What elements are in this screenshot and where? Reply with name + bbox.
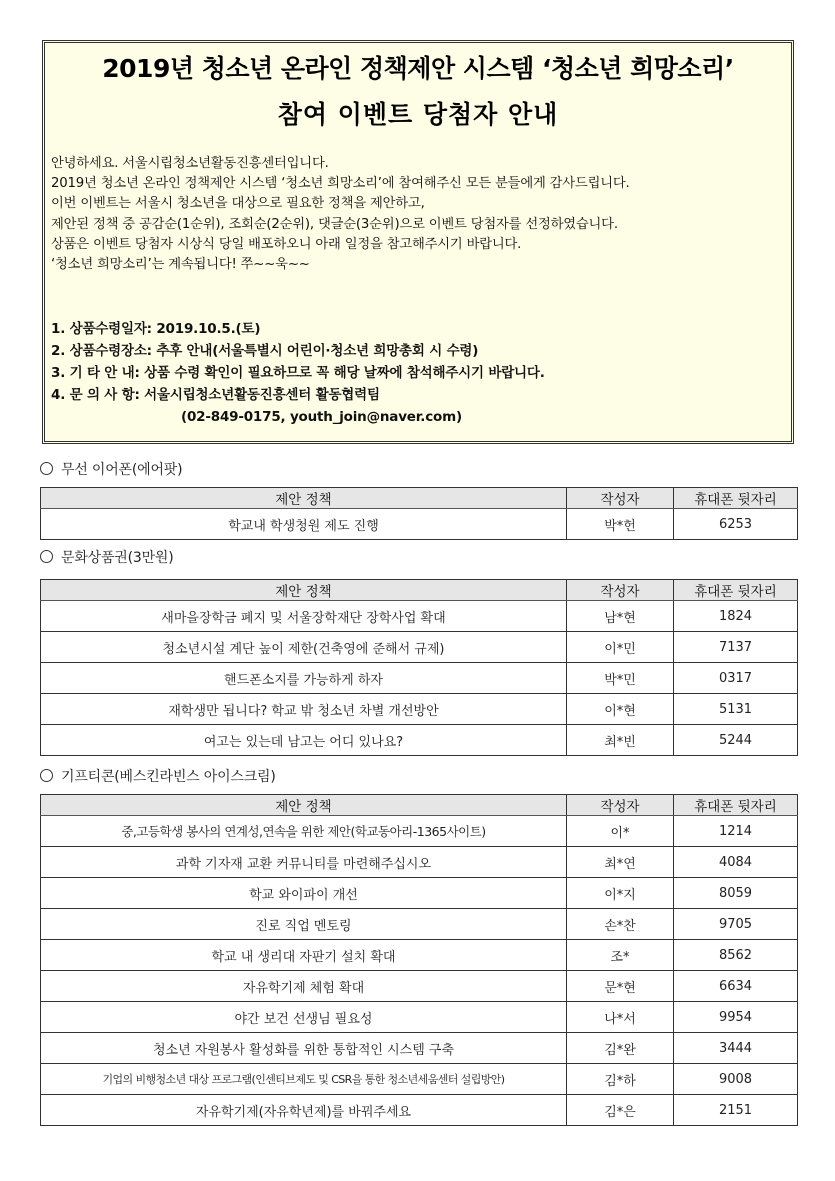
- cell-phone: 2151: [674, 1095, 798, 1126]
- cell-phone: 9954: [674, 1002, 798, 1033]
- section-title-earphones: [40, 459, 182, 479]
- table-row: [41, 601, 798, 632]
- section-title-text: 무선 이어폰(에어팟): [61, 462, 183, 478]
- info-pickup-date: 1. 상품수령일자: 2019.10.5.(토): [51, 321, 261, 337]
- info-contact-detail: (02-849-0175, youth_join@naver.com): [181, 409, 462, 425]
- cell-policy: 학교 내 생리대 자판기 설치 확대: [41, 940, 567, 971]
- cell-policy: 자유학기제(자유학년제)를 바꿔주세요: [41, 1095, 567, 1126]
- section-title-text: 문화상품권(3만원): [61, 550, 174, 566]
- cell-phone: 5131: [674, 694, 798, 725]
- cell-policy: 학교 와이파이 개선: [41, 878, 567, 909]
- table-row: [41, 816, 798, 847]
- intro-line: 2019년 청소년 온라인 정책제안 시스템 ‘청소년 희망소리’에 참여해주신 모든 분들에게 감사드립니다.: [51, 176, 630, 192]
- cell-phone: 8562: [674, 940, 798, 971]
- cell-author: 박*헌: [567, 509, 674, 540]
- table-gift-cards: [40, 579, 798, 756]
- cell-author: 박*민: [567, 663, 674, 694]
- header-author: 작성자: [567, 580, 674, 601]
- table-row: [41, 632, 798, 663]
- cell-policy: 새마을장학금 폐지 및 서울장학재단 장학사업 확대: [41, 601, 567, 632]
- cell-policy: 과학 기자재 교환 커뮤니티를 마련해주십시오: [41, 847, 567, 878]
- cell-policy: 청소년시설 계단 높이 제한(건축영에 준해서 규제): [41, 632, 567, 663]
- cell-phone: 7137: [674, 632, 798, 663]
- circle-bullet-icon: [40, 462, 53, 475]
- cell-policy: 기업의 비행청소년 대상 프로그램(인센티브제도 및 CSR을 통한 청소년세움센터 설립방안): [41, 1064, 567, 1095]
- table-row: [41, 1095, 798, 1126]
- cell-phone: 5244: [674, 725, 798, 756]
- cell-policy: 진로 직업 멘토링: [41, 909, 567, 940]
- circle-bullet-icon: [40, 769, 53, 782]
- table-header-row: [41, 488, 798, 509]
- info-other: 3. 기 타 안 내: 상품 수령 확인이 필요하므로 꼭 해당 날짜에 참석해주시기 바랍니다.: [51, 365, 545, 381]
- intro-line: 상품은 이벤트 당첨자 시상식 당일 배포하오니 아래 일정을 참고해주시기 바랍니다.: [51, 236, 522, 252]
- cell-policy: 야간 보건 선생님 필요성: [41, 1002, 567, 1033]
- table-row: [41, 509, 798, 540]
- circle-bullet-icon: [40, 550, 53, 563]
- table-header-row: [41, 580, 798, 601]
- cell-policy: 자유학기제 체험 확대: [41, 971, 567, 1002]
- cell-author: 이*현: [567, 694, 674, 725]
- table-row: [41, 725, 798, 756]
- cell-policy: 학교내 학생청원 제도 진행: [41, 509, 567, 540]
- cell-policy: 재학생만 됩니다? 학교 밖 청소년 차별 개선방안: [41, 694, 567, 725]
- notice-title-line2: 참여 이벤트 당첨자 안내: [277, 100, 559, 129]
- header-phone: 휴대폰 뒷자리: [674, 795, 798, 816]
- cell-phone: 6253: [674, 509, 798, 540]
- cell-author: 이*지: [567, 878, 674, 909]
- table-header-row: [41, 795, 798, 816]
- header-policy: 제안 정책: [41, 488, 567, 509]
- cell-author: 김*은: [567, 1095, 674, 1126]
- cell-author: 이*민: [567, 632, 674, 663]
- cell-author: 조*: [567, 940, 674, 971]
- cell-phone: 0317: [674, 663, 798, 694]
- info-contact: 4. 문 의 사 항: 서울시립청소년활동진흥센터 활동협력팀: [51, 387, 380, 403]
- intro-line: 이번 이벤트는 서울시 청소년을 대상으로 필요한 정책을 제안하고,: [51, 196, 425, 212]
- info-pickup-location: 2. 상품수령장소: 추후 안내(서울특별시 어린이·청소년 희망총회 시 수령): [51, 343, 479, 359]
- cell-phone: 3444: [674, 1033, 798, 1064]
- table-row: [41, 940, 798, 971]
- cell-author: 문*현: [567, 971, 674, 1002]
- table-row: [41, 971, 798, 1002]
- cell-policy: 청소년 자원봉사 활성화를 위한 통합적인 시스템 구축: [41, 1033, 567, 1064]
- intro-line: 제안된 정책 중 공감순(1순위), 조회순(2순위), 댓글순(3순위)으로 이벤트 당첨자를 선정하였습니다.: [51, 216, 618, 232]
- table-row: [41, 1002, 798, 1033]
- cell-author: 최*연: [567, 847, 674, 878]
- section-title-gifticon: [40, 766, 276, 786]
- header-author: 작성자: [567, 488, 674, 509]
- table-row: [41, 878, 798, 909]
- cell-policy: 중,고등학생 봉사의 연계성,연속을 위한 제안(학교동아리-1365사이트): [41, 816, 567, 847]
- cell-author: 나*서: [567, 1002, 674, 1033]
- cell-policy: 핸드폰소지를 가능하게 하자: [41, 663, 567, 694]
- header-policy: 제안 정책: [41, 580, 567, 601]
- table-row: [41, 1064, 798, 1095]
- cell-phone: 1214: [674, 816, 798, 847]
- cell-author: 손*찬: [567, 909, 674, 940]
- cell-author: 김*완: [567, 1033, 674, 1064]
- notice-info: [51, 318, 791, 428]
- cell-policy: 여고는 있는데 남고는 어디 있나요?: [41, 725, 567, 756]
- cell-author: 이*: [567, 816, 674, 847]
- table-row: [41, 663, 798, 694]
- section-title-text: 기프티콘(베스킨라빈스 아이스크림): [61, 769, 276, 785]
- header-phone: 휴대폰 뒷자리: [674, 580, 798, 601]
- table-row: [41, 694, 798, 725]
- cell-phone: 9705: [674, 909, 798, 940]
- intro-line: 안녕하세요. 서울시립청소년활동진흥센터입니다.: [51, 156, 329, 171]
- table-row: [41, 1033, 798, 1064]
- cell-phone: 6634: [674, 971, 798, 1002]
- cell-author: 최*빈: [567, 725, 674, 756]
- cell-phone: 8059: [674, 878, 798, 909]
- section-title-gift-cards: [40, 547, 174, 567]
- table-gifticon: [40, 794, 798, 1126]
- header-phone: 휴대폰 뒷자리: [674, 488, 798, 509]
- cell-author: 남*현: [567, 601, 674, 632]
- cell-phone: 1824: [674, 601, 798, 632]
- notice-title-line1: 2019년 청소년 온라인 정책제안 시스템 ‘청소년 희망소리’: [102, 54, 734, 83]
- header-policy: 제안 정책: [41, 795, 567, 816]
- table-row: [41, 847, 798, 878]
- header-author: 작성자: [567, 795, 674, 816]
- table-row: [41, 909, 798, 940]
- notice-box: [42, 40, 794, 444]
- notice-intro: [51, 154, 791, 275]
- cell-author: 김*하: [567, 1064, 674, 1095]
- cell-phone: 9008: [674, 1064, 798, 1095]
- intro-line: ‘청소년 희망소리’는 계속됩니다! 쭈~~욱~~: [51, 256, 310, 272]
- cell-phone: 4084: [674, 847, 798, 878]
- table-earphones: [40, 487, 798, 540]
